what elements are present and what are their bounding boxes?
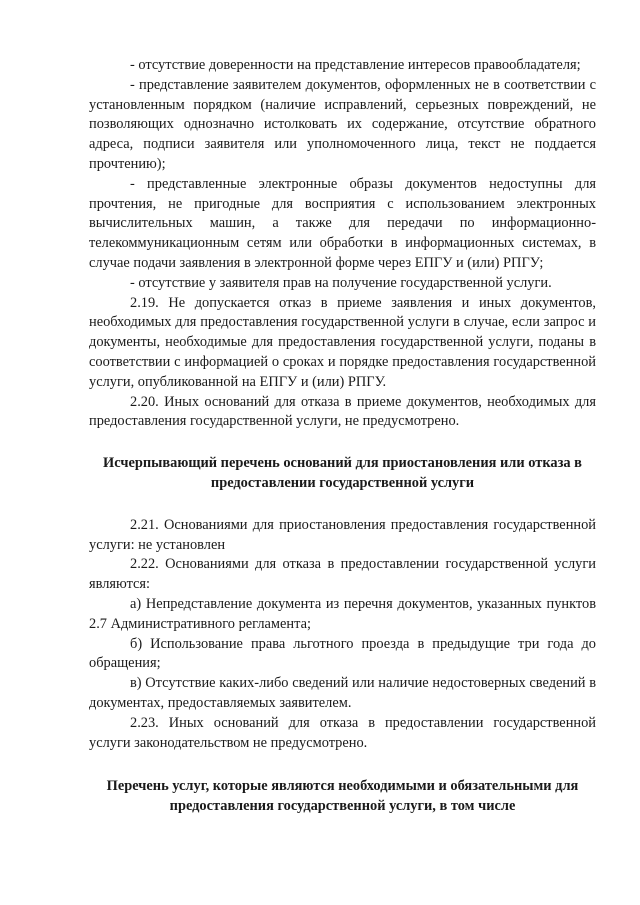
section-heading-refusal-grounds: Исчерпывающий перечень оснований для приостановления или отказа в предоставлении государственной услуги <box>103 455 582 491</box>
paragraph-improper-documents: - представление заявителем документов, оформленных не в соответствии с установленным порядком (наличие исправлений, серьезных повреждений, не позволяющих однозначно истолковать их содержание, отсутствие обратного адреса, подписи заявителя или уполномоченного лица, текст не поддается прочтению); <box>89 76 596 172</box>
paragraph-2-22-v: в) Отсутствие каких-либо сведений или наличие недостоверных сведений в документах, предоставляемых заявителем. <box>89 675 596 711</box>
paragraph-no-rights: - отсутствие у заявителя прав на получение государственной услуги. <box>130 274 552 291</box>
paragraph-unreadable-electronic-images: - представленные электронные образы документов недоступны для прочтения, не пригодные для восприятия с использованием электронных вычислительных машин, а также для передачи по информационно-телекоммуникационным сетям или обработки в информационных системах, в случае подачи заявления в электронной форме через ЕПГУ и (или) РПГУ; <box>89 175 596 271</box>
paragraph-2-22: 2.22. Основаниями для отказа в предоставлении государственной услуги являются: <box>89 556 596 593</box>
paragraph-2-21: 2.21. Основаниями для приостановления предоставления государственной услуги: не установлен <box>89 516 596 553</box>
paragraph-2-22-b: б) Использование права льготного проезда в предыдущие три года до обращения; <box>89 635 596 672</box>
paragraph-2-23: 2.23. Иных оснований для отказа в предоставлении государственной услуги законодательством не предусмотрено. <box>89 714 596 751</box>
paragraph-no-power-of-attorney: - отсутствие доверенности на представление интересов правообладателя; <box>130 57 581 73</box>
paragraph-2-19: 2.19. Не допускается отказ в приеме заявления и иных документов, необходимых для предоставления государственной услуги в случае, если запрос и документы, необходимые для предоставления государственной услуги, поданы в соответствии с информацией о сроках и порядке предоставления государственной услуги, опубликованной на ЕПГУ и (или) РПГУ. <box>89 294 596 390</box>
section-heading-required-services: Перечень услуг, которые являются необходимыми и обязательными для предоставления государственной услуги, в том числе <box>106 778 579 815</box>
document-body <box>89 56 596 817</box>
paragraph-2-20: 2.20. Иных оснований для отказа в приеме документов, необходимых для предоставления государственной услуги, не предусмотрено. <box>89 393 596 430</box>
paragraph-2-22-a: а) Непредставление документа из перечня документов, указанных пунктов 2.7 Административного регламента; <box>89 595 596 632</box>
